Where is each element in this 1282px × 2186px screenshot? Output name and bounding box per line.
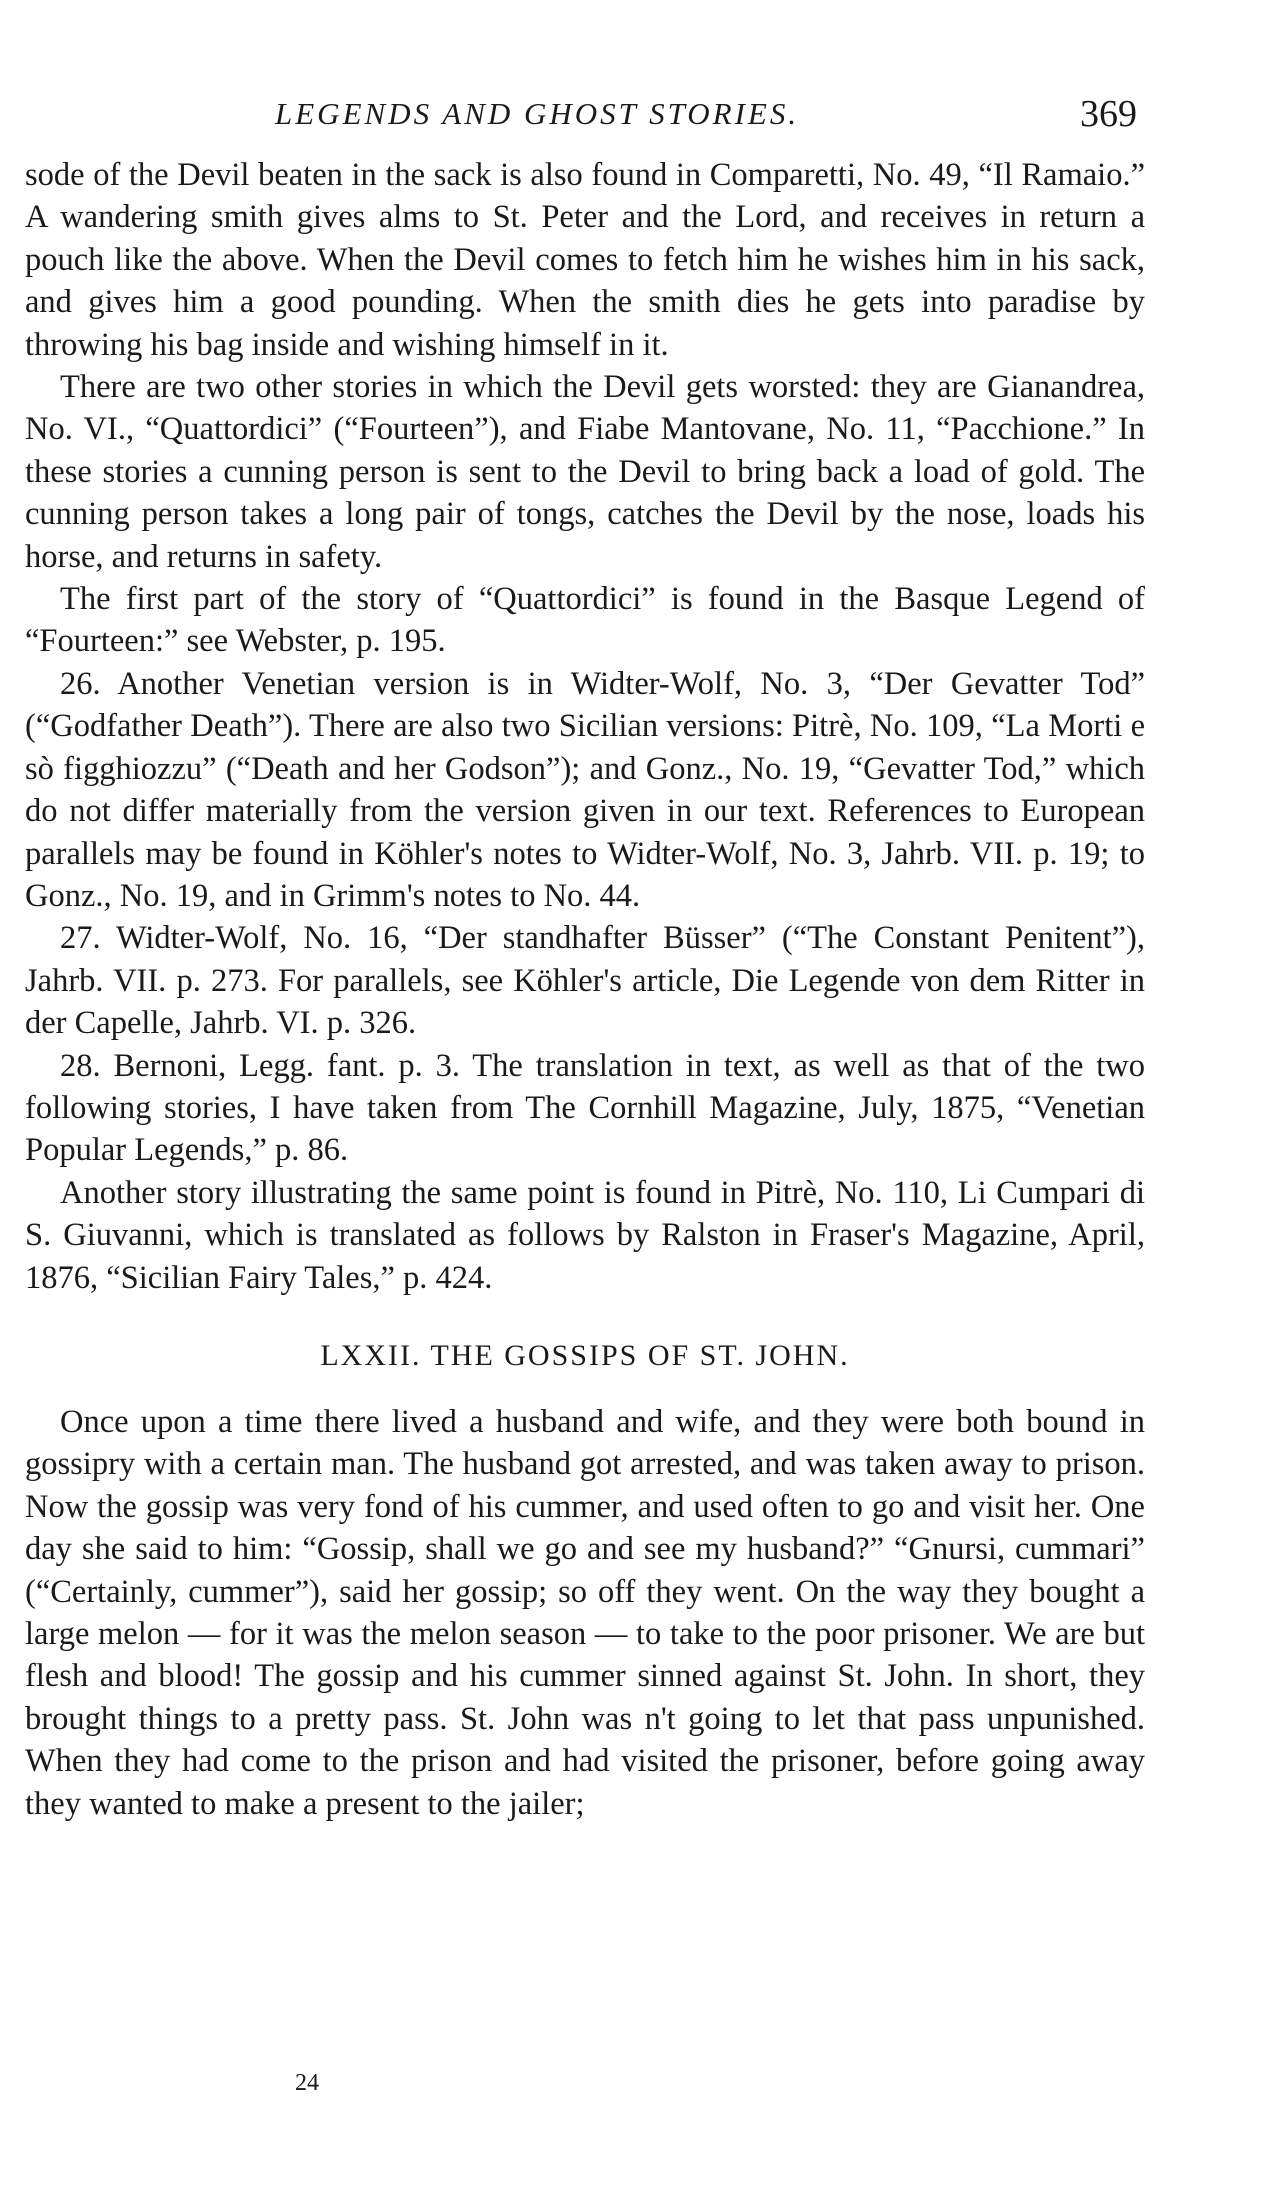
note-paragraph: 28. Bernoni, Legg. fant. p. 3. The translation in text, as well as that of the two following stories, I have taken from The Cornhill Magazine, July, 1875, “Venetian Popular Legends,” p. 86. xyxy=(25,1047,1145,1169)
running-head xyxy=(25,90,1145,154)
note-paragraph: The first part of the story of “Quattordici” is found in the Basque Legend of “Fourteen:” see Webster, p. 195. xyxy=(25,581,1145,660)
note-paragraph: 26. Another Venetian version is in Widter-Wolf, No. 3, “Der Gevatter Tod” (“Godfather Death”). There are also two Sicilian versions: Pitrè, No. 109, “La Morti e sò figghiozzu” (“Death and her Godson”); and Gonz., No. 19, “Gevatter Tod,” which do not differ materially from the version given in our text. References to European parallels may be found in Köhler's notes to Widter-Wolf, No. 3, Jahrb. VII. p. 19; to Gonz., No. 19, and in Grimm's notes to No. 44. xyxy=(25,665,1145,914)
note-paragraph: There are two other stories in which the Devil gets worsted: they are Gianandrea, No. VI., “Quattordici” (“Fourteen”), and Fiabe Mantovane, No. 11, “Pacchione.” In these stories a cunning person is sent to the Devil to bring back a load of gold. The cunning person takes a long pair of tongs, catches the Devil by the nose, loads his horse, and returns in safety. xyxy=(25,369,1145,575)
note-paragraph: 27. Widter-Wolf, No. 16, “Der standhafter Büsser” (“The Constant Penitent”), Jahrb. VII. p. 273. For parallels, see Köhler's article, Die Legende von dem Ritter in der Capelle, Jahrb. VI. p. 326. xyxy=(25,920,1145,1042)
notes-section xyxy=(25,154,1145,1299)
note-paragraph: Another story illustrating the same point is found in Pitrè, No. 110, Li Cumpari di S. Giuvanni, which is translated as follows by Ralston in Fraser's Magazine, April, 1876, “Sicilian Fairy Tales,” p. 424. xyxy=(25,1174,1145,1296)
signature-mark: 24 xyxy=(295,2070,319,2096)
note-paragraph: sode of the Devil beaten in the sack is also found in Comparetti, No. 49, “Il Ramaio.” A wandering smith gives alms to St. Peter and the Lord, and receives in return a pouch like the above. When the Devil comes to fetch him he wishes him in his sack, and gives him a good pounding. When the smith dies he gets into paradise by throwing his bag inside and wishing himself in it. xyxy=(25,157,1145,363)
story-heading: LXXII. THE GOSSIPS OF ST. JOHN. xyxy=(320,1338,850,1372)
story-section xyxy=(25,1401,1145,1825)
page-number: 369 xyxy=(1080,93,1137,135)
story-paragraph: Once upon a time there lived a husband and wife, and they were both bound in gossipry with a certain man. The husband got arrested, and was taken away to prison. Now the gossip was very fond of his cummer, and used often to go and visit her. One day she said to him: “Gossip, shall we go and see my husband?” “Gnursi, cummari” (“Certainly, cummer”), said her gossip; so off they went. On the way they bought a large melon — for it was the melon season — to take to the poor prisoner. We are but flesh and blood! The gossip and his cummer sinned against St. John. In short, they brought things to a pretty pass. St. John was n't going to let that pass unpunished. When they had come to the prison and had visited the prisoner, before going away they wanted to make a present to the jailer; xyxy=(25,1403,1145,1822)
running-title: LEGENDS AND GHOST STORIES. xyxy=(275,96,800,131)
book-page xyxy=(25,90,1145,2170)
